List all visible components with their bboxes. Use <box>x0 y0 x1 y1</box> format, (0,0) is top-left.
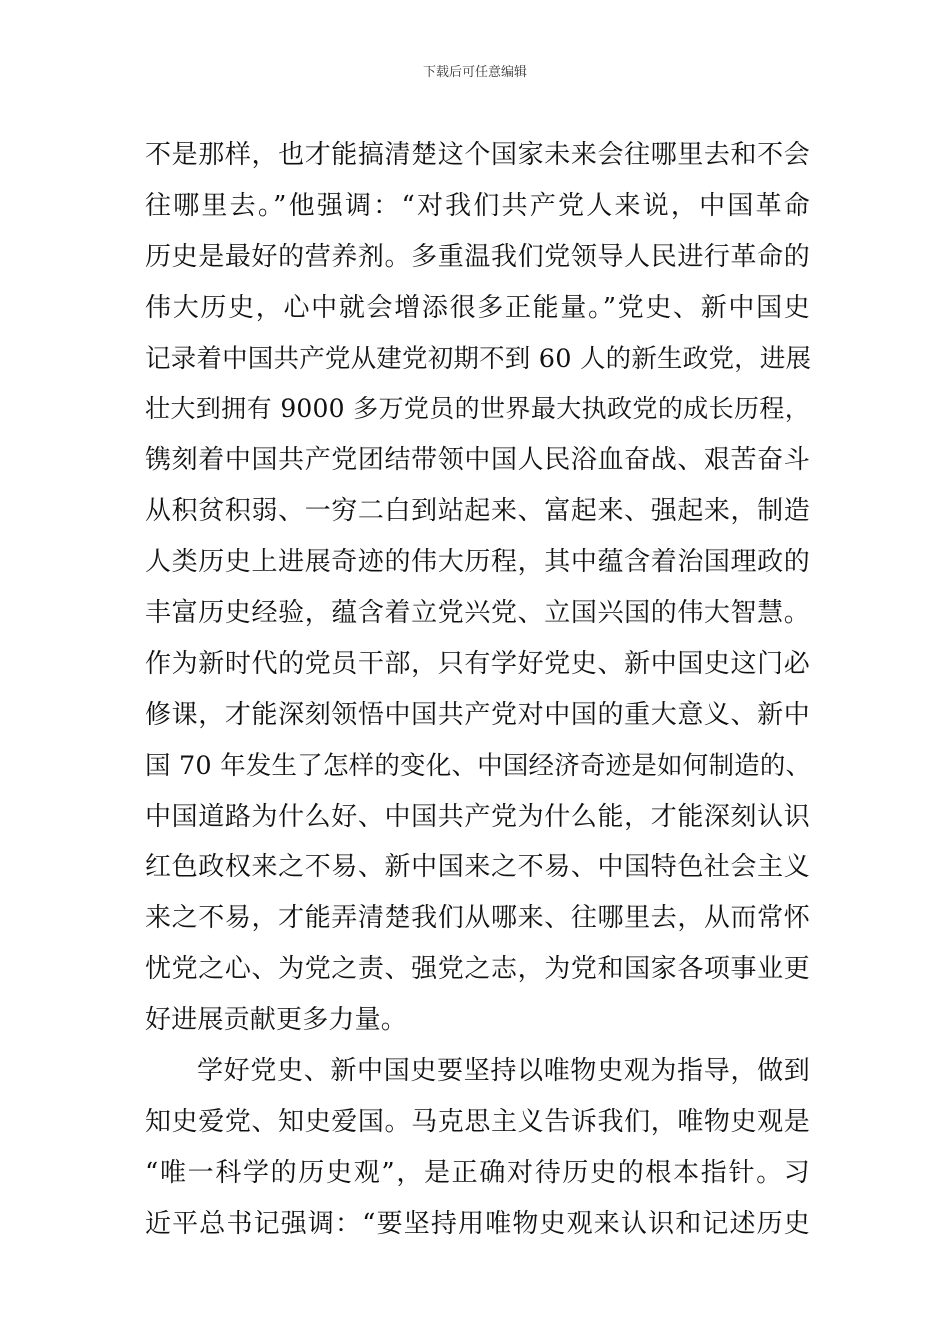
text-line: 作为新时代的党员干部，只有学好党史、新中国史这门必 <box>145 648 810 679</box>
document-body <box>145 130 810 1250</box>
text-line: 不是那样，也才能搞清楚这个国家未来会往哪里去和不会 <box>145 140 810 170</box>
text-line: 红色政权来之不易、新中国来之不易、中国特色社会主义 <box>145 852 810 883</box>
text-line: 近平总书记强调：“要坚持用唯物史观来认识和记述历史 <box>145 1208 810 1239</box>
text-line: 来之不易，才能弄清楚我们从哪来、往哪里去，从而常怀 <box>145 903 810 934</box>
text-line: 忧党之心、为党之责、强党之志，为党和国家各项事业更 <box>145 954 810 985</box>
text-line: 镌刻着中国共产党团结带领中国人民浴血奋战、艰苦奋斗 <box>145 445 810 476</box>
text-line: 从积贫积弱、一穷二白到站起来、富起来、强起来，制造 <box>145 496 810 527</box>
text-line: 壮大到拥有 9000 多万党员的世界最大执政党的成长历程， <box>145 394 810 424</box>
paragraph-end-line: 好进展贡献更多力量。 <box>145 1005 408 1036</box>
text-line: 丰富历史经验，蕴含着立党兴党、立国兴国的伟大智慧。 <box>145 598 810 629</box>
text-line: 国 70 年发生了怎样的变化、中国经济奇迹是如何制造的、 <box>145 750 812 781</box>
text-line: 往哪里去。”他强调：“对我们共产党人来说，中国革命 <box>145 190 810 221</box>
text-line: 历史是最好的营养剂。多重温我们党领导人民进行革命的 <box>145 241 810 272</box>
text-line: 修课，才能深刻领悟中国共产党对中国的重大意义、新中 <box>145 699 810 730</box>
text-line: 记录着中国共产党从建党初期不到 60 人的新生政党，进展 <box>145 343 812 374</box>
text-line: 中国道路为什么好、中国共产党为什么能，才能深刻认识 <box>145 801 810 832</box>
page-header: 下载后可任意编辑 <box>422 65 527 80</box>
text-line: 知史爱党、知史爱国。马克思主义告诉我们，唯物史观是 <box>145 1106 810 1137</box>
text-line: “唯一科学的历史观”，是正确对待历史的根本指针。习 <box>145 1157 810 1188</box>
text-line: 伟大历史，心中就会增添很多正能量。”党史、新中国史 <box>145 292 810 323</box>
text-line: 人类历史上进展奇迹的伟大历程，其中蕴含着治国理政的 <box>145 547 810 578</box>
paragraph-first-line: 学好党史、新中国史要坚持以唯物史观为指导，做到 <box>197 1056 810 1087</box>
